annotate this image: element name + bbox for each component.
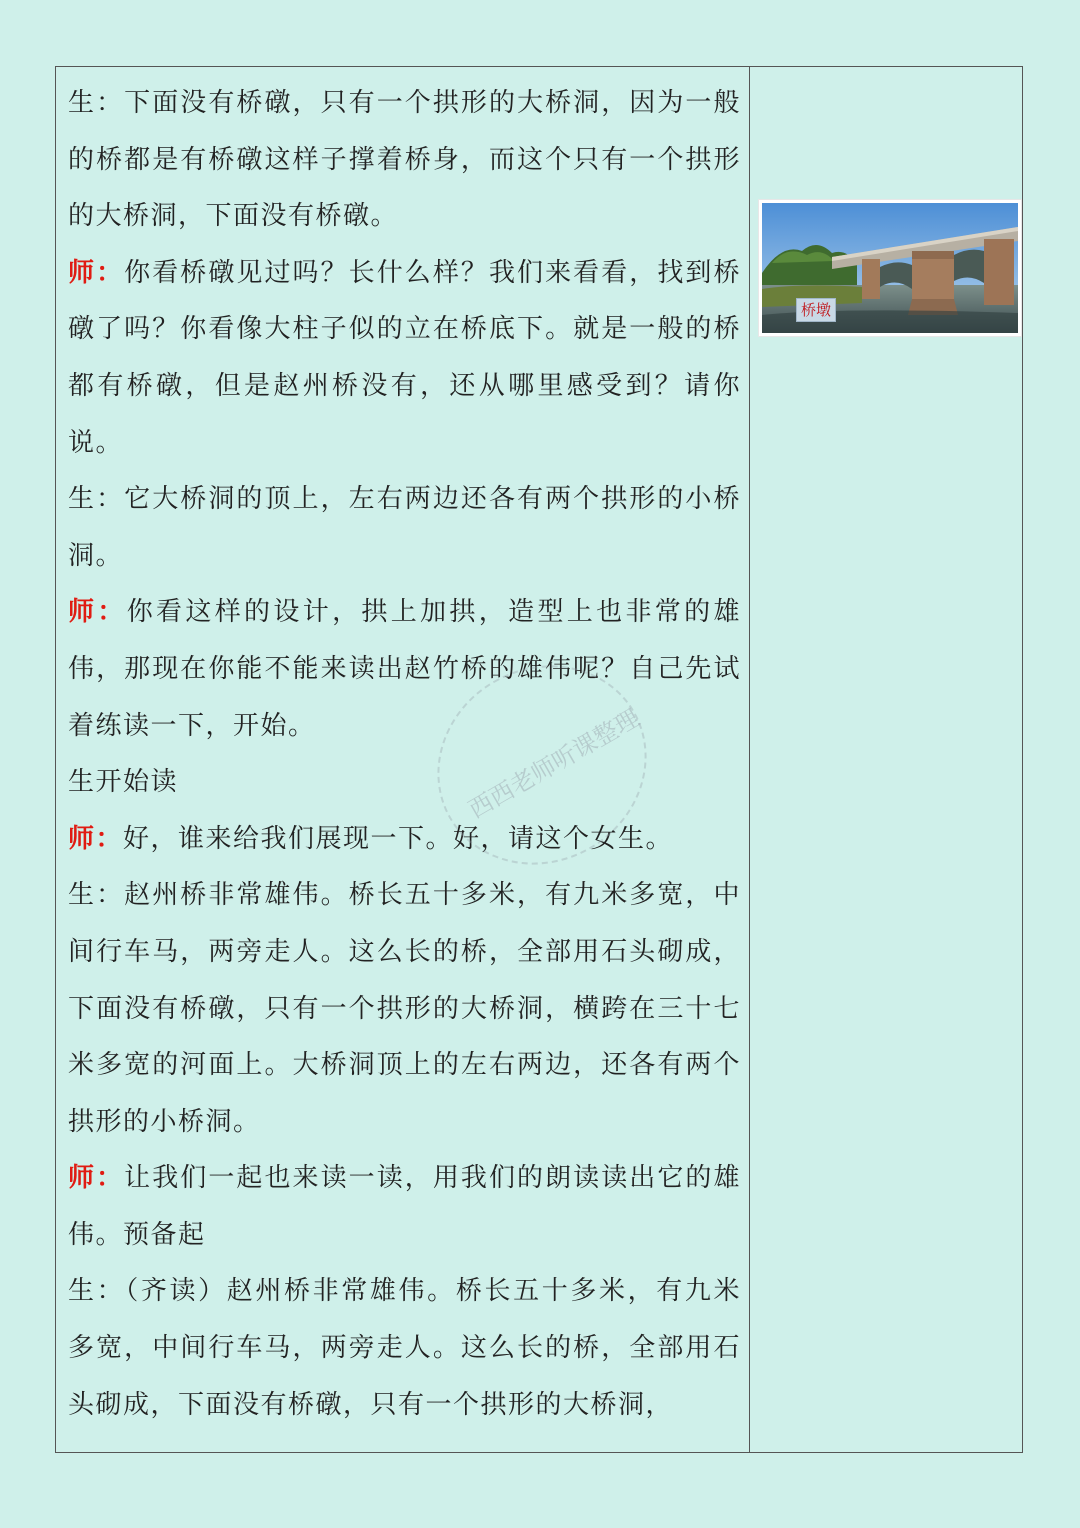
side-column [750, 67, 1022, 1452]
paragraph-text: 赵州桥非常雄伟。桥长五十多米，有九米多宽，中间行车马，两旁走人。这么长的桥，全部用石头砌成，下面没有桥礅，只有一个拱形的大桥洞，横跨在三十七米多宽的河面上。大桥洞顶上的左右两边，还各有两个拱形的小桥洞。 [68, 880, 741, 1137]
paragraph-text: 让我们一起也来读一读，用我们的朗读读出它的雄伟。预备起 [68, 1163, 741, 1250]
paragraph-text: 你看桥礅见过吗？长什么样？我们来看看，找到桥礅了吗？你看像大柱子似的立在桥底下。就是一般的桥都有桥礅，但是赵州桥没有，还从哪里感受到？请你说。 [68, 257, 741, 458]
speaker-label: 生： [68, 88, 125, 118]
speaker-label: 师： [68, 823, 124, 854]
transcript-paragraph [68, 245, 741, 471]
bridge-pier-photo [759, 200, 1021, 336]
speaker-label: 生： [68, 880, 125, 911]
watermark-text: 西西老师听课整理 [463, 703, 645, 824]
paragraph-text: 下面没有桥礅，只有一个拱形的大桥洞，因为一般的桥都是有桥礅这样子撑着桥身，而这个只有一个拱形的大桥洞，下面没有桥礅。 [68, 88, 741, 232]
photo-caption: 桥墩 [796, 298, 836, 322]
paragraph-text: 好，谁来给我们展现一下。好，请这个女生。 [123, 823, 674, 854]
speaker-label: 师： [68, 1163, 125, 1194]
paragraph-text: 你看这样的设计，拱上加拱，造型上也非常的雄伟，那现在你能不能来读出赵竹桥的雄伟呢？自己先试着练读一下，开始。 [68, 597, 741, 741]
paragraph-text: 生开始读 [68, 767, 179, 798]
transcript-paragraph [68, 811, 741, 868]
transcript-paragraph [68, 1150, 741, 1263]
speaker-label: 生： [68, 484, 125, 515]
transcript-paragraph [68, 867, 741, 1150]
paragraph-text: （齐读）赵州桥非常雄伟。桥长五十多米，有九米多宽，中间行车马，两旁走人。这么长的桥，全部用石头砌成，下面没有桥礅，只有一个拱形的大桥洞， [68, 1276, 741, 1420]
speaker-label: 生： [68, 1276, 126, 1307]
transcript-paragraph [68, 75, 741, 245]
speaker-label: 师： [68, 597, 127, 628]
paragraph-text: 它大桥洞的顶上，左右两边还各有两个拱形的小桥洞。 [68, 484, 741, 571]
transcript-paragraph [68, 471, 741, 584]
transcript-paragraph [68, 1263, 741, 1433]
speaker-label: 师： [68, 257, 125, 288]
